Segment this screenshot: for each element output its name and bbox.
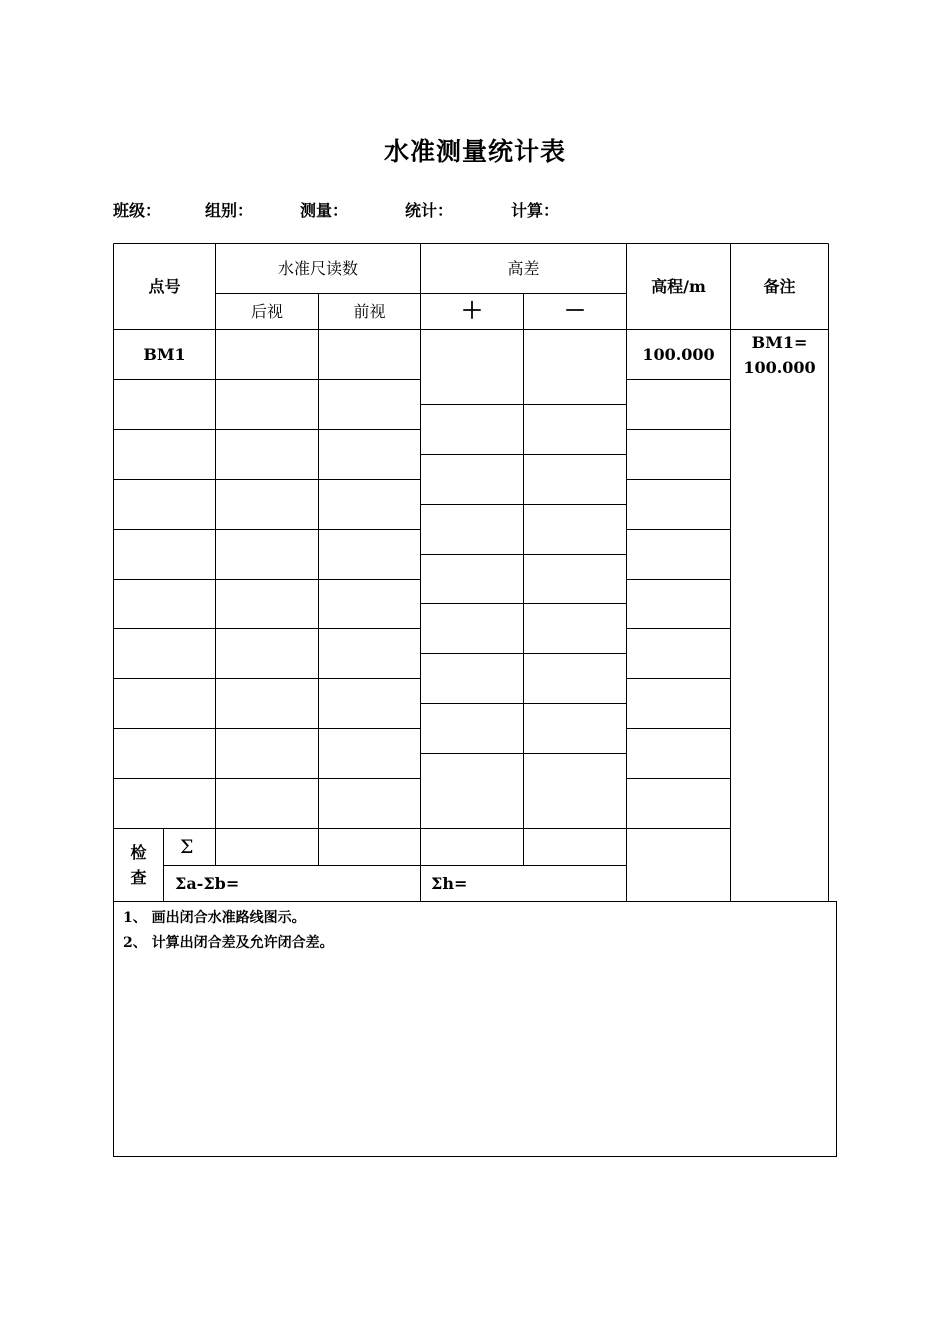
header-point: 点号 [148, 277, 181, 296]
stats-label: 统计： [405, 201, 454, 220]
check-sum-ab: Σa-Σb= [175, 873, 240, 893]
class-label: 班级： [113, 201, 162, 220]
header-plus: ＋ [460, 298, 483, 324]
group-label: 组别： [205, 201, 254, 220]
note-item-2: 2、 计算出闭合差及允许闭合差。 [123, 935, 334, 951]
header-backsight: 后视 [250, 302, 283, 321]
calc-label: 计算： [511, 201, 560, 220]
first-row-elevation: 100.000 [642, 345, 715, 364]
remark-line-1: BM1= [751, 333, 808, 352]
check-label-1 [114, 840, 163, 865]
check-sum-h: Σh= [431, 873, 468, 893]
header-reading: 水准尺读数 [277, 259, 358, 278]
check-label-char-2: 查 [130, 868, 147, 887]
check-label-2 [114, 865, 163, 890]
notes-box [113, 901, 837, 1157]
header-height-diff: 高差 [507, 259, 540, 278]
first-row-point: BM1 [143, 345, 186, 364]
header-remark: 备注 [763, 277, 796, 296]
header-elevation: 高程/m [651, 277, 706, 296]
header-minus: － [563, 298, 586, 324]
check-sigma: Σ [180, 835, 194, 858]
page-title: 水准测量统计表 [383, 137, 566, 166]
check-label-char-1: 检 [130, 843, 147, 862]
header-foresight: 前视 [353, 302, 386, 321]
survey-label: 测量： [300, 201, 349, 220]
remark-line-2: 100.000 [743, 358, 816, 377]
note-item-1: 1、 画出闭合水准路线图示。 [123, 910, 306, 926]
